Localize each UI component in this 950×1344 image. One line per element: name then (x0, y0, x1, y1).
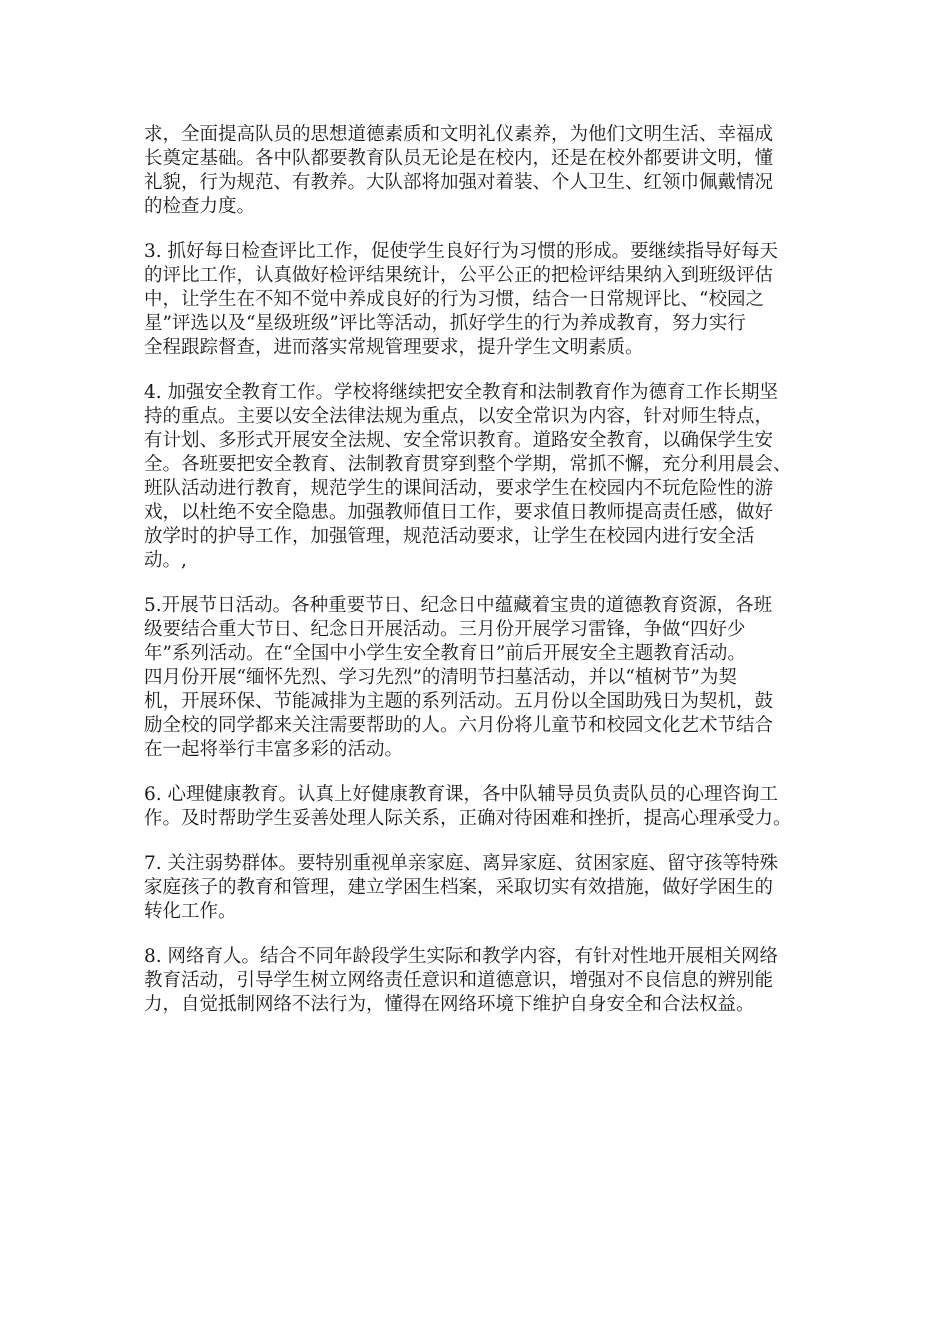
paragraph (144, 381, 810, 573)
text-line: 7. 关注弱势群体。要特别重视单亲家庭、离异家庭、贫困家庭、留守孩等特殊 (144, 853, 779, 874)
text-line: 6. 心理健康教育。认真上好健康教育课，各中队辅导员负责队员的心理咨询工 (144, 784, 779, 805)
text-line: 5.开展节日活动。各种重要节日、纪念日中蕴藏着宝贵的道德教育资源，各班 (144, 595, 773, 616)
text-line: 机，开展环保、节能减排为主题的系列活动。五月份以全国助残日为契机，鼓 (144, 691, 774, 712)
text-line: 转化工作。 (144, 901, 237, 922)
text-line: 的检查力度。 (144, 196, 256, 217)
paragraph (144, 240, 810, 360)
document-body (144, 123, 810, 1038)
text-line: 放学时的护导工作，加强管理，规范活动要求，让学生在校园内进行安全活 (144, 526, 755, 547)
text-line: 在一起将举行丰富多彩的活动。 (144, 739, 404, 760)
text-line: 励全校的同学都来关注需要帮助的人。六月份将儿童节和校园文化艺术节结合 (144, 715, 774, 736)
text-line: 中，让学生在不知不觉中养成良好的行为习惯，结合一日常规评比、“校园之 (144, 289, 764, 310)
text-line: 8. 网络育人。结合不同年龄段学生实际和教学内容，有针对性地开展相关网络 (144, 946, 779, 967)
text-line: 全程跟踪督查，进而落实常规管理要求，提升学生文明素质。 (144, 337, 644, 358)
text-line: 教育活动，引导学生树立网络责任意识和道德意识，增强对不良信息的辨别能 (144, 970, 774, 991)
text-line: 求，全面提高队员的思想道德素质和文明礼仪素养，为他们文明生活、幸福成 (144, 124, 774, 145)
text-line: 星”评选以及“星级班级”评比等活动，抓好学生的行为养成教育，努力实行 (144, 313, 746, 334)
paragraph (144, 123, 810, 219)
text-line: 家庭孩子的教育和管理，建立学困生档案，采取切实有效措施，做好学困生的 (144, 877, 774, 898)
text-line: 动。, (144, 550, 187, 571)
text-line: 班队活动进行教育，规范学生的课间活动，要求学生在校园内不玩危险性的游 (144, 478, 774, 499)
text-line: 礼貌，行为规范、有教养。大队部将加强对着装、个人卫生、红领巾佩戴情况 (144, 172, 774, 193)
paragraph (144, 783, 810, 831)
paragraph (144, 852, 810, 924)
paragraph (144, 594, 810, 762)
text-line: 四月份开展“缅怀先烈、学习先烈”的清明节扫墓活动，并以“植树节”为契 (144, 667, 737, 688)
text-line: 持的重点。主要以安全法律法规为重点，以安全常识为内容，针对师生特点， (144, 406, 774, 427)
text-line: 长奠定基础。各中队都要教育队员无论是在校内，还是在校外都要讲文明，懂 (144, 148, 774, 169)
text-line: 作。及时帮助学生妥善处理人际关系，正确对待困难和挫折，提高心理承受力。 (144, 808, 792, 829)
text-line: 4. 加强安全教育工作。学校将继续把安全教育和法制教育作为德育工作长期坚 (144, 382, 779, 403)
text-line: 3. 抓好每日检查评比工作，促使学生良好行为习惯的形成。要继续指导好每天 (144, 241, 779, 262)
text-line: 年”系列活动。在“全国中小学生安全教育日”前后开展安全主题教育活动。 (144, 643, 746, 664)
text-line: 全。各班要把安全教育、法制教育贯穿到整个学期，常抓不懈，充分利用晨会、 (144, 454, 792, 475)
paragraph (144, 945, 810, 1017)
text-line: 的评比工作，认真做好检评结果统计，公平公正的把检评结果纳入到班级评估 (144, 265, 774, 286)
text-line: 力，自觉抵制网络不法行为，懂得在网络环境下维护自身安全和合法权益。 (144, 994, 755, 1015)
text-line: 戏，以杜绝不安全隐患。加强教师值日工作，要求值日教师提高责任感，做好 (144, 502, 774, 523)
text-line: 有计划、多形式开展安全法规、安全常识教育。道路安全教育，以确保学生安 (144, 430, 774, 451)
text-line: 级要结合重大节日、纪念日开展活动。三月份开展学习雷锋，争做“四好少 (144, 619, 746, 640)
